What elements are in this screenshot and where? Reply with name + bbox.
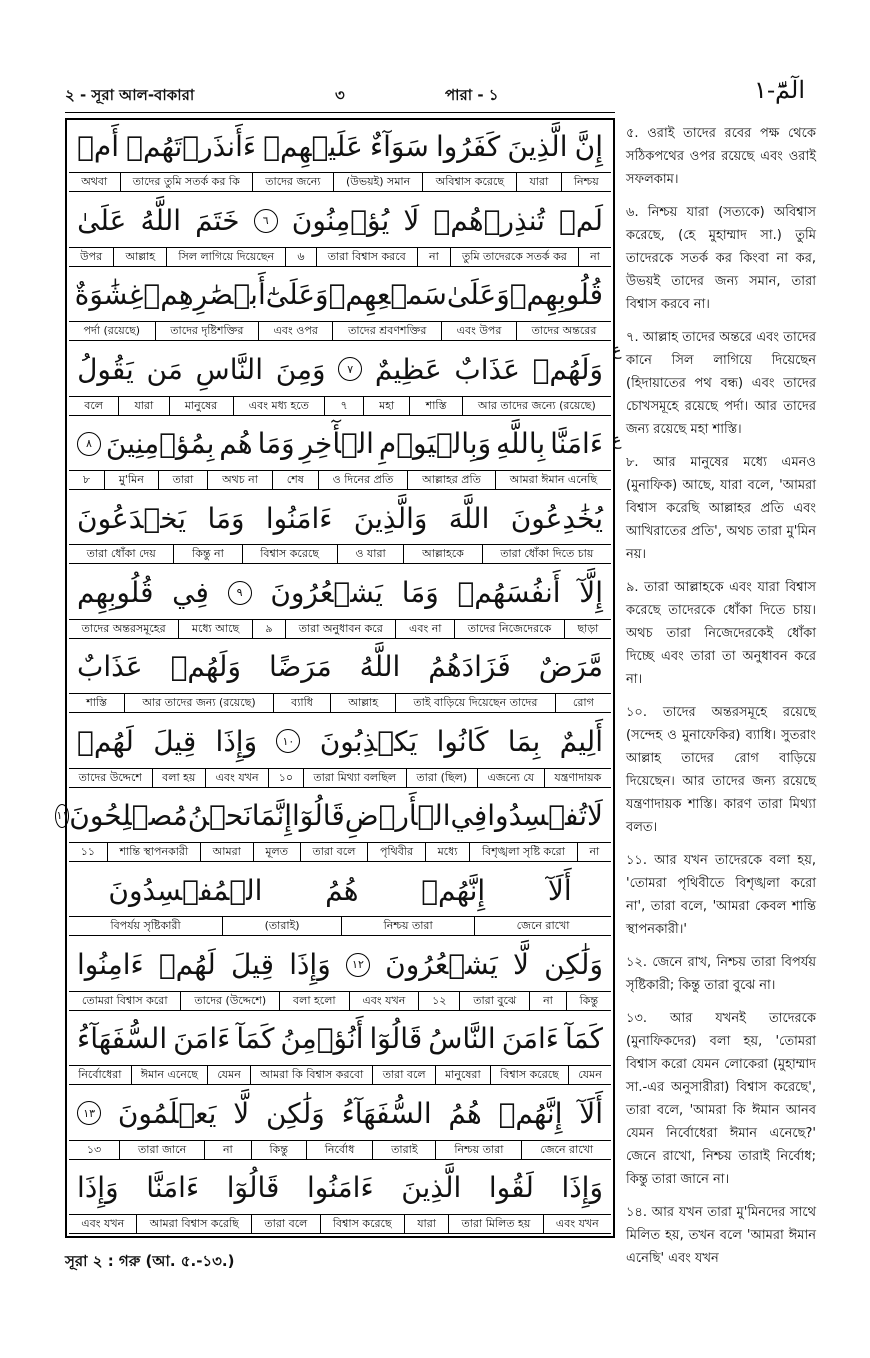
verse-line: [69, 492, 611, 566]
verse-line: [69, 1013, 611, 1087]
gloss-cell: আমরা কি বিশ্বাস করবো: [250, 1066, 372, 1084]
arabic-word: هُم: [219, 427, 253, 461]
gloss-cell: মানুষের: [169, 397, 233, 415]
gloss-cell: পৃথিবীর: [367, 843, 425, 861]
arabic-word: هُمُ: [325, 873, 359, 907]
arabic-word: أَلَآ: [579, 1096, 603, 1130]
gloss-row: [69, 396, 611, 416]
arabic-word: وَمَا: [257, 427, 295, 461]
gloss-cell: তুমি তাদেরকে সতর্ক কর: [450, 248, 578, 266]
gloss-cell: তারা মিথ্যা বলছিল: [303, 769, 406, 787]
gloss-cell: নিশ্চয়: [561, 173, 611, 191]
arabic-word: خَتَمَ: [195, 204, 240, 238]
gloss-cell: ঈমান এনেছে: [131, 1066, 207, 1084]
arabic-word: مَّرَضٌ: [538, 650, 603, 684]
word-by-word-panel: [56, 118, 615, 1238]
header-divider: [65, 112, 615, 113]
gloss-cell: এবং ওপর: [258, 322, 333, 340]
gloss-row: [69, 842, 611, 862]
arabic-word: مَن: [146, 352, 183, 386]
arabic-word: قُلُوبِهِم: [77, 576, 154, 610]
verse-number: ٩: [228, 581, 252, 605]
gloss-cell: সিল লাগিয়ে দিয়েছেন: [166, 248, 285, 266]
translation-paragraph: ১০. তাদের অন্তরসমূহে রয়েছে (সন্দেহ ও মুনাফেকির) ব্যাধি। সুতরাং আল্লাহ তাদের রোগ বাড়িয়ে দিয়েছেন। আর তাদের জন্য রয়েছে যন্ত্রণাদায়ক শাস্তি। কারণ তারা মিথ্যা বলত।: [626, 705, 816, 835]
gloss-cell: এবং যখন: [543, 1215, 611, 1233]
arabic-word: يَقُولُ: [77, 352, 134, 386]
arabic-word: اللَّهَ: [448, 501, 490, 535]
gloss-row: [69, 470, 611, 490]
gloss-cell: (উভয়ই) সমান: [333, 173, 423, 191]
arabic-word: فِي: [450, 799, 488, 833]
translation-paragraph: ১১. আর যখন তাদেরকে বলা হয়, 'তোমরা পৃথিবীতে বিশৃঙ্খলা করো না', তারা বলে, 'আমরা কেবল শান্তি স্থাপনকারী।': [626, 853, 816, 937]
page-footer: সূরা ২ : গরু (আ. ৫.-১৩.): [65, 1252, 235, 1270]
verse-line: [69, 343, 611, 417]
gloss-cell: ছাড়া: [564, 620, 611, 638]
arabic-text: [69, 492, 611, 544]
gloss-cell: ও দিনের প্রতি: [318, 471, 407, 489]
gloss-cell: ও যারা: [337, 545, 404, 563]
arabic-word: يَعۡلَمُونَ: [117, 1096, 217, 1130]
gloss-cell: মহা: [363, 397, 410, 415]
gloss-cell: তোমরা বিশ্বাস করো: [81, 993, 168, 1007]
arabic-word: مُصۡلِحُونَ: [69, 799, 188, 833]
gloss-cell: অথচ না: [207, 471, 272, 489]
gloss-cell: ৬: [285, 248, 315, 266]
arabic-text: [69, 269, 611, 321]
arabic-word: ءَامَنَّا: [550, 427, 603, 461]
arabic-word: النَّاسِ: [195, 352, 263, 386]
gloss-cell: কিন্তু না: [173, 545, 241, 563]
arabic-word: عَلَىٰ: [77, 204, 127, 238]
gloss-cell: যারা: [516, 173, 560, 191]
gloss-cell: ১৩: [86, 1142, 102, 1156]
arabic-word: يَخۡدَعُونَ: [77, 501, 187, 535]
gloss-row: [69, 768, 611, 788]
gloss-cell: শাস্তি: [409, 397, 461, 415]
arabic-word: سَمۡعِهِمۡ: [328, 278, 447, 312]
arabic-word: وَإِذَا: [289, 948, 331, 982]
verse-line: [69, 938, 611, 1012]
gloss-cell: তাদের নিজেদেরকে: [454, 620, 564, 638]
verse-number: ١٣: [77, 1101, 101, 1125]
arabic-text: [69, 1087, 611, 1139]
arabic-word: يُؤۡمِنُونَ: [291, 204, 390, 238]
gloss-cell: বলা হয়: [152, 769, 206, 787]
arabic-word: أَنُؤۡمِنُ: [280, 1022, 364, 1056]
gloss-row: [69, 321, 611, 341]
arabic-word: فِي: [172, 576, 209, 610]
arabic-word: كَفَرُوا: [435, 129, 501, 163]
arabic-word: النَّاسُ: [428, 1022, 496, 1056]
gloss-cell: যারা: [404, 1215, 448, 1233]
arabic-text: [69, 715, 611, 767]
arabic-word: أَمۡ: [77, 129, 119, 163]
gloss-cell: তাদের দৃষ্টিশক্তির: [155, 322, 258, 340]
translation-column: [626, 122, 816, 1280]
arabic-word: لَا: [587, 799, 603, 833]
arabic-word: ءَامَنَّا: [146, 1171, 200, 1205]
gloss-cell: তাই বাড়িয়ে দিয়েছেন তাদের: [395, 694, 554, 712]
arabic-word: تُفۡسِدُوا: [487, 799, 588, 833]
gloss-cell: এবং না: [395, 620, 454, 638]
arabic-word: أَنفُسَهُمۡ: [457, 576, 561, 610]
arabic-word: غِشَٰوَةٌ: [74, 278, 144, 312]
arabic-word: وَإِذَا: [77, 1171, 119, 1205]
arabic-word: وَبِالۡيَوۡمِ: [378, 427, 492, 461]
gloss-cell: এবং যখন: [205, 769, 268, 787]
arabic-word: الَّذِينَ: [401, 1171, 462, 1205]
arabic-word: ءَامَنُوا: [306, 1171, 374, 1205]
arabic-word: قِيلَ: [230, 948, 274, 982]
arabic-word: كَمَآ: [236, 1022, 275, 1056]
gloss-cell: তারা অনুধাবন করে: [285, 620, 395, 638]
arabic-word: نَحۡنُ: [187, 799, 252, 833]
arabic-word: وَالَّذِينَ: [353, 501, 428, 535]
surah-title: ২ - সূরা আল-বাকারা: [65, 86, 195, 104]
gloss-cell: অবিশ্বাস করেছে: [422, 173, 516, 191]
arabic-word: هُمُ: [448, 1096, 482, 1130]
gloss-cell: না: [204, 1141, 251, 1159]
para-arabic-title: الٓمّٓ-١: [754, 76, 805, 104]
gloss-cell: তাদের অন্তরের: [516, 322, 611, 340]
gloss-cell: নির্বোধেরা: [78, 1068, 122, 1082]
para-label: পারা - ১: [445, 86, 499, 104]
arabic-word: يَشۡعُرُونَ: [385, 948, 498, 982]
arabic-word: عَلَيۡهِمۡ: [263, 129, 363, 163]
gloss-cell: মূলত: [253, 843, 300, 861]
arabic-word: ءَامَنَ: [173, 1022, 231, 1056]
arabic-word: لَمۡ: [559, 204, 603, 238]
gloss-cell: এজন্যে যে: [477, 769, 544, 787]
gloss-cell: আল্লাহকে: [403, 545, 481, 563]
translation-paragraph: ৭. আল্লাহ তাদের অন্তরে এবং তাদের কানে সিল লাগিয়ে দিয়েছেন (হিদায়াতের পথ বন্ধ) এবং তাদের চোখসমূহে রয়েছে পর্দা। আর তাদের জন্য রয়েছে মহা শাস্তি।: [626, 330, 816, 437]
gloss-cell: এবং যখন: [349, 992, 419, 1010]
gloss-cell: না: [578, 248, 611, 266]
gloss-cell: কিন্তু: [566, 992, 611, 1010]
arabic-word: وَمَا: [207, 501, 245, 535]
arabic-word: بِمَا: [507, 724, 541, 758]
gloss-cell: তারা বলে: [300, 843, 367, 861]
arabic-word: لَا: [403, 204, 420, 238]
gloss-cell: পর্দা (রয়েছে): [83, 324, 141, 338]
translation-paragraph: ১৩. আর যখনই তাদেরকে (মুনাফিকদের) বলা হয়, 'তোমরা বিশ্বাস করো যেমন লোকেরা (মুহাম্মাদ সা.-এর অনুসারীরা) বিশ্বাস করেছে', তারা বলে, 'আমরা কি ঈমান আনব যেমন নির্বোধেরা ঈমান এনেছে?' জেনে রাখো, নিশ্চয় তারাই নির্বোধ; কিন্তু তারা জানে না।: [626, 1011, 816, 1187]
verse-number: ٧: [338, 357, 362, 381]
gloss-cell: মধ্যে: [425, 843, 469, 861]
ruku-mark: ع: [612, 430, 622, 449]
arabic-word: تُنذِرۡهُمۡ: [433, 204, 545, 238]
ruku-mark: ع: [612, 340, 622, 359]
verse-line: [69, 418, 611, 492]
arabic-word: وَلَٰكِن: [544, 948, 603, 982]
gloss-cell: ১২: [418, 992, 459, 1010]
verse-line: [56, 790, 611, 864]
gloss-cell: তাদের উদ্দেশে: [78, 770, 142, 784]
gloss-row: [69, 247, 611, 267]
arabic-word: إِنَّهُمۡ: [421, 873, 486, 907]
arabic-word: اللَّهُ: [140, 204, 182, 238]
gloss-cell: রোগ: [555, 694, 611, 712]
arabic-word: فَزَادَهُمُ: [428, 650, 511, 684]
arabic-word: الۡمُفۡسِدُونَ: [108, 873, 263, 907]
gloss-cell: তারা মিলিত হয়: [448, 1215, 542, 1233]
gloss-cell: তারা জানে: [119, 1141, 204, 1159]
verse-number: ٦: [254, 209, 278, 233]
gloss-cell: না: [529, 992, 566, 1010]
gloss-cell: আল্লাহ: [113, 248, 166, 266]
translation-paragraph: ৯. তারা আল্লাহকে এবং যারা বিশ্বাস করেছে তাদেরকে ধোঁকা দিতে চায়। অথচ তারা নিজেদেরকেই ধোঁকা দিচ্ছে এবং তারা তা অনুধাবন করে না।: [626, 580, 816, 687]
gloss-cell: নিশ্চয় তারা: [435, 1141, 521, 1159]
arabic-word: مَرَضًا: [268, 650, 332, 684]
arabic-word: إِنَّهُمۡ: [498, 1096, 563, 1130]
verse-number: ١٠: [276, 729, 300, 753]
arabic-word: قِيلَ: [153, 724, 197, 758]
arabic-text: [69, 1162, 611, 1214]
arabic-word: وَلَهُمۡ: [532, 352, 603, 386]
gloss-cell: বলে: [84, 398, 103, 412]
arabic-word: السُّفَهَآءُ: [341, 1096, 432, 1130]
verse-line: [69, 269, 611, 343]
arabic-word: إِلَّآ: [579, 576, 603, 610]
arabic-word: لَّا: [512, 948, 529, 982]
gloss-row: [69, 991, 611, 1011]
gloss-row: [69, 172, 611, 192]
arabic-text: [69, 120, 611, 172]
arabic-word: أَلَآ: [547, 873, 572, 907]
arabic-word: لَّا: [233, 1096, 250, 1130]
gloss-cell: তারা বিশ্বাস করবে: [316, 248, 417, 266]
verse-line: [69, 641, 611, 715]
gloss-cell: তাদের তুমি সতর্ক কর কি: [120, 173, 253, 191]
translation-paragraph: ৬. নিশ্চয় যারা (সত্যকে) অবিশ্বাস করেছে, (হে মুহাম্মাদ সা.) তুমি তাদেরকে সতর্ক কর কিংবা না কর, উভয়ই তাদের জন্য সমান, তারা বিশ্বাস করবে না।: [626, 205, 816, 312]
arabic-word: قَالُوٓا: [226, 1171, 280, 1205]
translation-paragraph: ৮. আর মানুষের মধ্যে এমনও (মুনাফিক) আছে, যারা বলে, 'আমরা বিশ্বাস করেছি আল্লাহর প্রতি এবং আখিরাতের প্রতি', অথচ তারা মু'মিন নয়।: [626, 455, 816, 562]
arabic-word: إِنَّمَا: [251, 799, 293, 833]
gloss-cell: ৯: [252, 620, 285, 638]
gloss-cell: জেনে রাখো: [474, 917, 611, 935]
gloss-cell: ৭: [324, 397, 363, 415]
gloss-cell: শাস্তি: [86, 696, 107, 710]
arabic-word: ءَامَنَ: [501, 1022, 559, 1056]
gloss-cell: আমরা: [200, 843, 253, 861]
arabic-word: لَقُوا: [488, 1171, 534, 1205]
gloss-cell: তারা (ছিল): [406, 769, 477, 787]
gloss-cell: ১০: [268, 769, 303, 787]
arabic-word: أَلِيمٌ: [559, 724, 603, 758]
gloss-row: [69, 916, 611, 936]
gloss-cell: শেষ: [272, 471, 318, 489]
gloss-cell: আর তাদের জন্যে (রয়েছে): [462, 397, 611, 415]
arabic-text: [69, 864, 611, 916]
arabic-word: قَالُوٓا: [369, 1022, 423, 1056]
gloss-cell: যারা: [118, 397, 168, 415]
gloss-cell: ব্যাধি: [273, 694, 330, 712]
arabic-text: [69, 194, 611, 246]
gloss-cell: এবং মধ্য হতে: [233, 397, 325, 415]
gloss-row: [69, 1065, 611, 1085]
verse-line: [69, 1162, 611, 1236]
arabic-word: وَعَلَىٰٓ: [265, 278, 329, 312]
gloss-cell: নিশ্চয় তারা: [341, 917, 474, 935]
translation-paragraph: ১৪. আর যখন তারা মু'মিনদের সাথে মিলিত হয়, তখন বলে 'আমরা ঈমান এনেছি' এবং যখন: [626, 1205, 816, 1266]
gloss-cell: আল্লাহর প্রতি: [407, 471, 495, 489]
gloss-cell: তাদের (উদ্দেশে): [180, 992, 279, 1010]
arabic-word: وَإِذَا: [561, 1171, 603, 1205]
arabic-text: [69, 641, 611, 693]
arabic-word: قَالُوٓا: [292, 799, 345, 833]
gloss-cell: বিপর্যয় সৃষ্টিকারী: [110, 919, 181, 933]
verse-line: [69, 1087, 611, 1161]
gloss-cell: তারা বলে: [372, 1066, 434, 1084]
arabic-word: وَعَلَىٰ: [446, 278, 510, 312]
gloss-cell: জেনে রাখো: [521, 1141, 611, 1159]
gloss-cell: বিশ্বাস করেছে: [490, 1066, 568, 1084]
gloss-cell: বিশ্বাস করেছে: [320, 1215, 404, 1233]
verse-line: [69, 715, 611, 789]
arabic-text: [69, 343, 611, 395]
arabic-word: ءَامِنُوا: [77, 948, 144, 982]
gloss-cell: এবং উপর: [441, 322, 516, 340]
arabic-word: لَهُمۡ: [77, 724, 134, 758]
gloss-cell: আমরা ঈমান এনেছি: [495, 471, 611, 489]
gloss-cell: তারা ধোঁকা দিতে চায়: [482, 545, 611, 563]
arabic-word: أَبۡصَٰرِهِمۡ: [143, 278, 266, 312]
arabic-text: [69, 566, 611, 618]
arabic-word: ءَأَنذَرۡتَهُمۡ: [126, 129, 257, 163]
gloss-row: [69, 544, 611, 564]
gloss-cell: মু'মিন: [104, 471, 158, 489]
gloss-cell: আমরা বিশ্বাস করেছি: [136, 1215, 251, 1233]
gloss-cell: অথবা: [81, 175, 108, 189]
gloss-cell: তারা বলে: [251, 1215, 319, 1233]
gloss-cell: উপর: [80, 249, 103, 263]
arabic-word: الۡأٓخِرِ: [299, 427, 374, 461]
translation-paragraph: ৫. ওরাই তাদের রবের পক্ষ থেকে সঠিকপথের ওপর রয়েছে এবং ওরাই সফলকাম।: [626, 126, 816, 187]
arabic-word: عَظِيمٌ: [374, 352, 442, 386]
gloss-cell: যেমন: [207, 1066, 250, 1084]
gloss-cell: বলা হলো: [279, 992, 348, 1010]
arabic-word: وَإِذَا: [215, 724, 258, 758]
gloss-cell: যেমন: [568, 1066, 611, 1084]
gloss-cell: তারা বুঝে: [459, 992, 529, 1010]
gloss-cell: বিশ্বাস করেছে: [242, 545, 337, 563]
arabic-word: قُلُوبِهِمۡ: [509, 278, 603, 312]
gloss-cell: নির্বোধ: [306, 1141, 372, 1159]
verse-line: [69, 566, 611, 640]
page-header: [65, 76, 805, 110]
gloss-cell: না: [417, 248, 450, 266]
gloss-row: [69, 619, 611, 639]
arabic-word: عَذَابٌ: [454, 352, 520, 386]
arabic-word: يَكۡذِبُونَ: [319, 724, 418, 758]
gloss-cell: ৮: [82, 472, 91, 486]
gloss-cell: মধ্যে আছে: [178, 620, 252, 638]
gloss-row: [69, 1214, 611, 1234]
translation-paragraph: ১২. জেনে রাখ, নিশ্চয় তারা বিপর্যয় সৃষ্টিকারী; কিন্তু তারা বুঝে না।: [626, 955, 816, 993]
gloss-row: [69, 693, 611, 713]
verse-number: ١١: [55, 804, 69, 828]
arabic-word: وَمِنَ: [275, 352, 326, 386]
arabic-word: الَّذِينَ: [507, 129, 568, 163]
gloss-cell: আল্লাহ: [330, 694, 395, 712]
arabic-word: لَهُمۡ: [158, 948, 216, 982]
arabic-word: يُخَٰدِعُونَ: [510, 501, 603, 535]
verse-line: [69, 120, 611, 194]
arabic-word: وَلَهُمۡ: [170, 650, 241, 684]
arabic-word: عَذَابٌ: [77, 650, 143, 684]
page-number: ৩: [335, 86, 345, 104]
verse-line: [69, 194, 611, 268]
arabic-word: وَمَا: [401, 576, 439, 610]
arabic-word: كَانُوا: [436, 724, 489, 758]
arabic-word: ءَامَنُوا: [265, 501, 333, 535]
arabic-word: اللَّهُ: [359, 650, 401, 684]
gloss-cell: তারা: [158, 471, 208, 489]
arabic-word: إِنَّ: [574, 129, 603, 163]
gloss-cell: কিন্তু: [251, 1141, 306, 1159]
arabic-word: بِاللَّهِ: [496, 427, 546, 461]
gloss-cell: তাদের অন্তরসমূহের: [81, 621, 166, 635]
gloss-cell: যন্ত্রণাদায়ক: [544, 769, 611, 787]
gloss-cell: মানুষেরা: [435, 1066, 490, 1084]
arabic-text: [69, 938, 611, 990]
arabic-word: كَمَآ: [564, 1022, 603, 1056]
gloss-cell: তাদের শ্রবণশক্তির: [332, 322, 441, 340]
gloss-cell: এবং যখন: [81, 1216, 125, 1230]
gloss-cell: তাদের জন্যে: [252, 173, 333, 191]
gloss-cell: বিশৃঙ্খলা সৃষ্টি করো: [469, 843, 576, 861]
arabic-word: بِمُؤۡمِنِينَ: [105, 427, 215, 461]
verse-line: [69, 864, 611, 938]
gloss-cell: তারা ধোঁকা দেয়: [86, 547, 156, 561]
gloss-cell: (তারাই): [222, 917, 341, 935]
arabic-word: يَشۡعُرُونَ: [270, 576, 383, 610]
arabic-text: [69, 418, 611, 470]
arabic-word: سَوَآءٌ: [369, 129, 429, 163]
verse-number: ٨: [77, 432, 101, 456]
verse-number: ١٢: [346, 953, 370, 977]
arabic-text: [56, 790, 611, 842]
arabic-word: وَلَٰكِن: [265, 1096, 325, 1130]
arabic-word: السُّفَهَآءُ: [77, 1022, 168, 1056]
gloss-cell: আর তাদের জন্য (রয়েছে): [124, 694, 273, 712]
arabic-text: [69, 1013, 611, 1065]
gloss-cell: ১১: [80, 844, 96, 858]
gloss-cell: তারাই: [372, 1141, 435, 1159]
gloss-cell: না: [577, 843, 611, 861]
arabic-word: الۡأَرۡضِ: [344, 799, 451, 833]
gloss-cell: শান্তি স্থাপনকারী: [107, 843, 200, 861]
gloss-row: [69, 1140, 611, 1160]
